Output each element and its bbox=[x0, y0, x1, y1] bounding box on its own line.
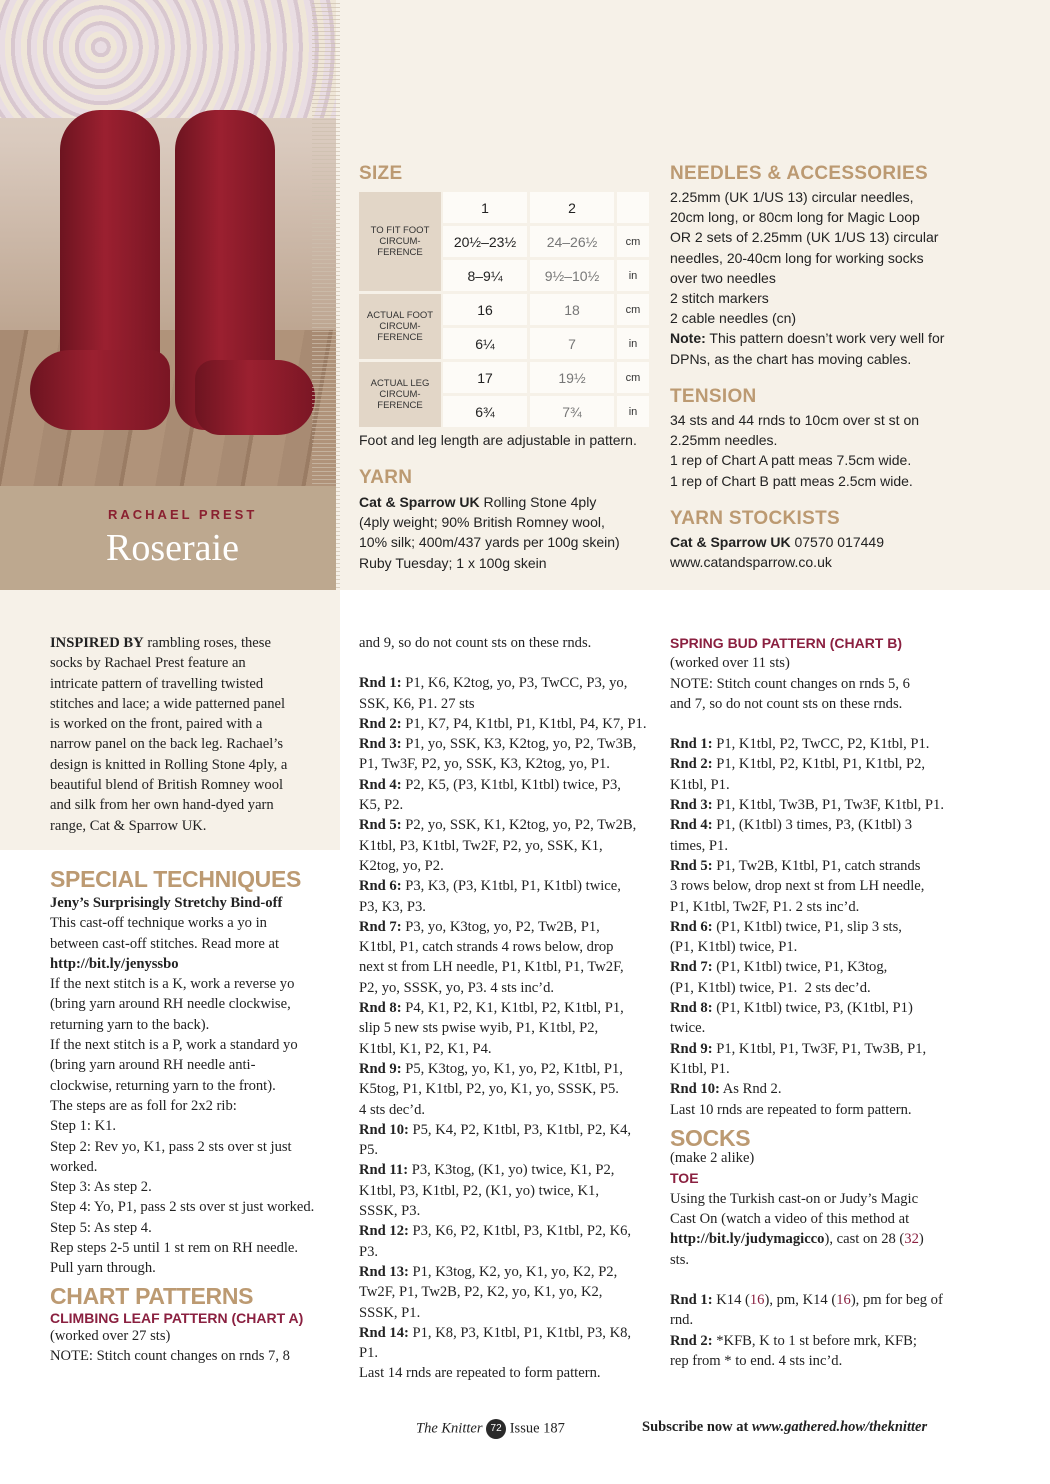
round-number: Rnd 8: bbox=[670, 1000, 713, 1017]
round-text: P1, K1tbl, P1, Tw3F, P1, Tw3B, P1, K1tbl, P1. bbox=[670, 1040, 927, 1077]
chart-a-round bbox=[359, 1160, 659, 1221]
size-2-value: 16 bbox=[836, 1291, 851, 1308]
size-unit: in bbox=[617, 328, 649, 359]
round-number: Rnd 2: bbox=[670, 1332, 713, 1349]
size-cell: 18 bbox=[530, 294, 614, 325]
bindoff-link[interactable]: http://bit.ly/jenyssbo bbox=[50, 955, 179, 972]
toe-size-2: 32 bbox=[904, 1231, 919, 1248]
chart-b-last: Last 10 rnds are repeated to form pattern. bbox=[670, 1101, 912, 1118]
round-number: Rnd 9: bbox=[670, 1040, 713, 1057]
round-text: (P1, K1tbl) twice, P1, slip 3 sts, (P1, K1tbl) twice, P1. bbox=[670, 918, 902, 956]
column-1 bbox=[50, 866, 345, 1366]
bindoff-heading: Jeny’s Surprisingly Stretchy Bind-off bbox=[50, 895, 283, 911]
round-text: P5, K3tog, yo, K1, yo, P2, K1tbl, P1, K5tog, P1, K1tbl, P2, yo, K1, yo, SSSK, P5. 4 sts dec’d. bbox=[359, 1060, 623, 1118]
round-text: P1, Tw2B, K1tbl, P1, catch strands 3 rows below, drop next st from LH needle, P1, K1tbl, Tw2F, P1. 2 sts inc’d. bbox=[670, 857, 925, 915]
chart-patterns-heading: CHART PATTERNS bbox=[50, 1282, 254, 1309]
round-text: (P1, K1tbl) twice, P3, (K1tbl, P1) twice. bbox=[670, 1000, 913, 1037]
round-number: Rnd 12: bbox=[359, 1223, 409, 1240]
spacer bbox=[670, 1270, 970, 1290]
special-techniques-heading: SPECIAL TECHNIQUES bbox=[50, 866, 302, 892]
toe-link[interactable]: http://bit.ly/judymagicco bbox=[670, 1231, 825, 1248]
column-3 bbox=[670, 633, 970, 1371]
socks-round-2 bbox=[670, 1331, 970, 1372]
round-number: Rnd 3: bbox=[670, 797, 713, 814]
round-number: Rnd 14: bbox=[359, 1324, 409, 1341]
needles-text: 2.25mm (UK 1/US 13) circular needles, 20cm long, or 80cm long for Magic Loop OR 2 sets of 2.25mm (UK 1/US 13) circular needles, 20-40cm long for working socks over two needles 2 stitch markers 2 cable needles (cn) bbox=[670, 189, 939, 327]
round-text: P2, K5, (P3, K1tbl, K1tbl) twice, P3, K5, P2. bbox=[359, 776, 621, 814]
round-number: Rnd 13: bbox=[359, 1263, 409, 1280]
round-number: Rnd 4: bbox=[359, 776, 402, 793]
round-text: P1, K3tog, K2, yo, K1, yo, K2, P2, Tw2F, P1, Tw2B, P2, K2, yo, K1, yo, K2, SSSK, P1. bbox=[359, 1263, 618, 1321]
chart-b-round bbox=[670, 1039, 970, 1080]
bindoff-steps: If the next stitch is a K, work a reverse yo (bring yarn around RH needle clockwise, returning yarn to the back). If the next stitch is a P, work a standard yo (bring yarn around RH needle anti- clockwise, returning yarn to the front). The steps are as foll for 2x2 rib: Step 1: K1. Step 2: Rev yo, K1, pass 2 sts over st just worked. Step 3: As step 2. Step 4: Yo, P1, pass 2 sts over st just worked. Step 5: As step 4. Rep steps 2-5 until 1 st rem on RH needle. Pull yarn through. bbox=[50, 976, 315, 1277]
round-number: Rnd 7: bbox=[359, 918, 402, 935]
chart-a-round bbox=[359, 1262, 659, 1323]
round-text: P1, K7, P4, K1tbl, P1, K1tbl, P4, K7, P1. bbox=[401, 715, 647, 732]
round-text: P1, K1tbl, P2, K1tbl, P1, K1tbl, P2, K1tbl, P1. bbox=[670, 756, 926, 793]
socks-round-1 bbox=[670, 1290, 970, 1331]
round-text: P5, K4, P2, K1tbl, P3, K1tbl, P2, K4, P5. bbox=[359, 1121, 632, 1159]
toe-sts: ) sts. bbox=[670, 1231, 924, 1268]
size-col-blank bbox=[617, 192, 649, 223]
needles-note-label: Note: bbox=[670, 330, 706, 347]
stockists-heading: YARN STOCKISTS bbox=[670, 508, 840, 529]
left-sock-foot bbox=[30, 350, 170, 430]
size-heading: SIZE bbox=[359, 163, 403, 184]
size-note: Foot and leg length are adjustable in pattern. bbox=[359, 432, 637, 448]
socks-sub: (make 2 alike) bbox=[670, 1150, 755, 1167]
needles-note: This pattern doesn’t work very well for DPNs, as the chart has moving cables. bbox=[670, 330, 945, 367]
page-number: 72 bbox=[486, 1419, 506, 1439]
round-number: Rnd 1: bbox=[670, 736, 713, 753]
size-cell: 6¼ bbox=[443, 328, 527, 359]
intro-lead: INSPIRED BY bbox=[50, 635, 144, 651]
yarn-details bbox=[359, 492, 659, 573]
round-number: Rnd 6: bbox=[670, 918, 713, 935]
size-cell: 6¾ bbox=[443, 396, 527, 427]
tension-heading: TENSION bbox=[670, 386, 757, 407]
chart-a-round bbox=[359, 1059, 659, 1120]
chart-a-round bbox=[359, 876, 659, 917]
size-cell: 7 bbox=[530, 328, 614, 359]
size-cell: 16 bbox=[443, 294, 527, 325]
sock-photo bbox=[0, 0, 336, 486]
size-cell: 7¾ bbox=[530, 396, 614, 427]
round-number: Rnd 3: bbox=[359, 736, 402, 753]
toe-heading: TOE bbox=[670, 1170, 699, 1187]
chart-b-round bbox=[670, 957, 970, 998]
size-cell: 9½–10½ bbox=[530, 260, 614, 291]
spacer bbox=[670, 714, 970, 734]
round-text: P4, K1, P2, K1, K1tbl, P2, K1tbl, P1, slip 5 new sts pwise wyib, P1, K1tbl, P2, K1tbl, K1, P2, K1, P4. bbox=[359, 1000, 624, 1057]
round-number: Rnd 7: bbox=[670, 959, 713, 976]
round-number: Rnd 1: bbox=[670, 1291, 713, 1308]
size-row-label: TO FIT FOOT CIRCUM-FERENCE bbox=[359, 192, 441, 291]
round-number: Rnd 2: bbox=[359, 715, 402, 732]
size-col-head: 1 bbox=[443, 192, 527, 223]
yarn-heading: YARN bbox=[359, 467, 413, 488]
round-number: Rnd 5: bbox=[670, 857, 713, 874]
round-number: Rnd 6: bbox=[359, 878, 402, 895]
round-text: P1, K1tbl, Tw3B, P1, Tw3F, K1tbl, P1. bbox=[712, 797, 944, 814]
toe-intro: Using the Turkish cast-on or Judy’s Magic Cast On (watch a video of this method at bbox=[670, 1190, 919, 1228]
chart-a-round bbox=[359, 673, 659, 714]
round-number: Rnd 5: bbox=[359, 817, 402, 834]
round-text: P1, K1tbl, P2, TwCC, P2, K1tbl, P1. bbox=[712, 736, 930, 753]
size-unit: in bbox=[617, 396, 649, 427]
chart-a-round bbox=[359, 734, 659, 775]
round-text: (P1, K1tbl) twice, P1, K3tog, (P1, K1tbl) twice, P1. 2 sts dec’d. bbox=[670, 959, 888, 996]
chart-a-round bbox=[359, 1221, 659, 1262]
chart-b-heading: SPRING BUD PATTERN (CHART B) bbox=[670, 635, 903, 651]
chart-a-round bbox=[359, 1323, 659, 1364]
magazine-name: The Knitter bbox=[416, 1420, 483, 1437]
round-text: P1, K8, P3, K1tbl, P1, K1tbl, P3, K8, P1. bbox=[359, 1324, 632, 1362]
chart-a-heading: CLIMBING LEAF PATTERN (CHART A) bbox=[50, 1309, 304, 1326]
chart-a-round bbox=[359, 917, 659, 998]
needles-heading: NEEDLES & ACCESSORIES bbox=[670, 163, 928, 184]
round-text: P1, (K1tbl) 3 times, P3, (K1tbl) 3 times, P1. bbox=[670, 817, 913, 854]
chart-b-round bbox=[670, 1079, 970, 1099]
chart-b-round bbox=[670, 795, 970, 815]
size-2-value: 16 bbox=[749, 1291, 765, 1308]
intro-text bbox=[50, 633, 335, 836]
pattern-title: Roseraie bbox=[106, 527, 239, 569]
yarn-text: Rolling Stone 4ply (4ply weight; 90% British Romney wool, 10% silk; 400m/437 yards per 100g skein) Ruby Tuesday; 1 x 100g skein bbox=[359, 494, 620, 571]
size-cell: 17 bbox=[443, 362, 527, 393]
bindoff-intro: This cast-off technique works a yo in between cast-off stitches. Read more at bbox=[50, 915, 280, 952]
round-number: Rnd 4: bbox=[670, 817, 713, 834]
chart-b-round bbox=[670, 917, 970, 958]
size-unit: in bbox=[617, 260, 649, 291]
skirt-fabric bbox=[0, 0, 336, 118]
round-text: P3, yo, K3tog, yo, P2, Tw2B, P1, K1tbl, P1, catch strands 4 rows below, drop next st from LH needle, P1, K1tbl, P1, Tw2F, P2, yo, SSSK, yo, P3. 4 sts inc’d. bbox=[359, 918, 624, 996]
size-unit: cm bbox=[617, 226, 649, 257]
needles-details bbox=[670, 187, 1040, 369]
toe-text bbox=[670, 1189, 970, 1270]
round-text: As Rnd 2. bbox=[719, 1081, 782, 1098]
round-text: P1, K6, K2tog, yo, P3, TwCC, P3, yo, SSK, K6, P1. 27 sts bbox=[359, 675, 628, 712]
size-col-head: 2 bbox=[530, 192, 614, 223]
spacer bbox=[359, 653, 659, 673]
round-number: Rnd 10: bbox=[670, 1081, 720, 1098]
size-row-label: ACTUAL LEG CIRCUM-FERENCE bbox=[359, 362, 441, 427]
tension-text: 34 sts and 44 rnds to 10cm over st st on 2.25mm needles. 1 rep of Chart A patt meas 7.5cm wide. 1 rep of Chart B patt meas 2.5cm wide. bbox=[670, 412, 920, 489]
round-number: Rnd 10: bbox=[359, 1121, 409, 1138]
right-sock-foot bbox=[195, 360, 315, 435]
size-unit: cm bbox=[617, 362, 649, 393]
round-text: *KFB, K to 1 st before mrk, KFB; rep from * to end. 4 sts inc’d. bbox=[670, 1332, 917, 1369]
round-text: P3, K3tog, (K1, yo) twice, K1, P2, K1tbl, P3, K1tbl, P2, (K1, yo) twice, K1, SSSK, P3. bbox=[359, 1162, 615, 1220]
chart-b-round bbox=[670, 998, 970, 1039]
round-number: Rnd 1: bbox=[359, 675, 402, 692]
subscribe-url[interactable]: www.gathered.how/theknitter bbox=[751, 1419, 928, 1435]
chart-a-intro: (worked over 27 sts) NOTE: Stitch count changes on rnds 7, 8 bbox=[50, 1327, 290, 1364]
round-text: ), pm, K14 ( bbox=[764, 1291, 837, 1308]
footer-magazine bbox=[416, 1419, 565, 1439]
chart-a-round bbox=[359, 714, 659, 734]
chart-a-continued: and 9, so do not count sts on these rnds. bbox=[359, 635, 592, 651]
chart-b-round bbox=[670, 856, 970, 917]
issue-number: Issue 187 bbox=[509, 1420, 565, 1437]
subscribe-text: Subscribe now at bbox=[642, 1419, 752, 1435]
size-cell: 20½–23½ bbox=[443, 226, 527, 257]
size-cell: 19½ bbox=[530, 362, 614, 393]
chart-a-round bbox=[359, 1120, 659, 1161]
chart-a-round bbox=[359, 815, 659, 876]
stockist-phone: 07570 017449 bbox=[790, 534, 885, 550]
intro-body: rambling roses, these socks by Rachael Prest feature an intricate pattern of travelling twisted stitches and lace; a wide patterned panel is worked on the front, paired with a narrow panel on the back leg. Rachael’s design is knitted in Rolling Stone 4ply, a beautiful blend of British Romney wool and silk from her own hand-dyed yarn range, Cat & Sparrow UK. bbox=[50, 635, 288, 834]
size-cell: 24–26½ bbox=[530, 226, 614, 257]
round-number: Rnd 8: bbox=[359, 1000, 402, 1017]
chart-b-round bbox=[670, 815, 970, 856]
size-unit: cm bbox=[617, 294, 649, 325]
chart-b-intro: (worked over 11 sts) NOTE: Stitch count changes on rnds 5, 6 and 7, so do not count sts on these rnds. bbox=[670, 655, 910, 712]
stockist-url[interactable]: www.catandsparrow.co.uk bbox=[670, 554, 832, 571]
size-row-label: ACTUAL FOOT CIRCUM-FERENCE bbox=[359, 294, 441, 359]
stockists-details bbox=[670, 532, 1040, 572]
chart-b-round bbox=[670, 734, 970, 754]
round-text: ), pm for beg of rnd. bbox=[670, 1291, 943, 1329]
round-text: P2, yo, SSK, K1, K2tog, yo, P2, Tw2B, K1tbl, P3, K1tbl, Tw2F, P2, yo, SSK, K1, K2tog, yo, P2. bbox=[359, 817, 637, 874]
chart-a-round bbox=[359, 775, 659, 816]
round-text: P1, yo, SSK, K3, K2tog, yo, P2, Tw3B, P1, Tw3F, P2, yo, SSK, K3, K2tog, yo, P1. bbox=[359, 736, 637, 773]
stockist-name: Cat & Sparrow UK bbox=[670, 534, 791, 550]
size-cell: 8–9¼ bbox=[443, 260, 527, 291]
toe-cast-on: ), cast on 28 ( bbox=[824, 1231, 905, 1248]
chart-a-last: Last 14 rnds are repeated to form pattern. bbox=[359, 1365, 601, 1382]
round-text: P3, K6, P2, K1tbl, P3, K1tbl, P2, K6, P3. bbox=[359, 1223, 632, 1260]
socks-heading: SOCKS bbox=[670, 1124, 751, 1151]
column-2 bbox=[359, 633, 659, 1384]
round-text: P3, K3, (P3, K1tbl, P1, K1tbl) twice, P3, K3, P3. bbox=[359, 878, 621, 915]
round-number: Rnd 11: bbox=[359, 1162, 409, 1179]
round-number: Rnd 9: bbox=[359, 1060, 402, 1077]
round-number: Rnd 2: bbox=[670, 756, 713, 773]
designer-name: RACHAEL PREST bbox=[108, 507, 258, 522]
yarn-brand: Cat & Sparrow UK bbox=[359, 494, 480, 510]
round-text: K14 ( bbox=[712, 1291, 750, 1308]
chart-a-round bbox=[359, 998, 659, 1059]
footer-subscribe bbox=[642, 1419, 927, 1436]
chart-b-round bbox=[670, 754, 970, 795]
